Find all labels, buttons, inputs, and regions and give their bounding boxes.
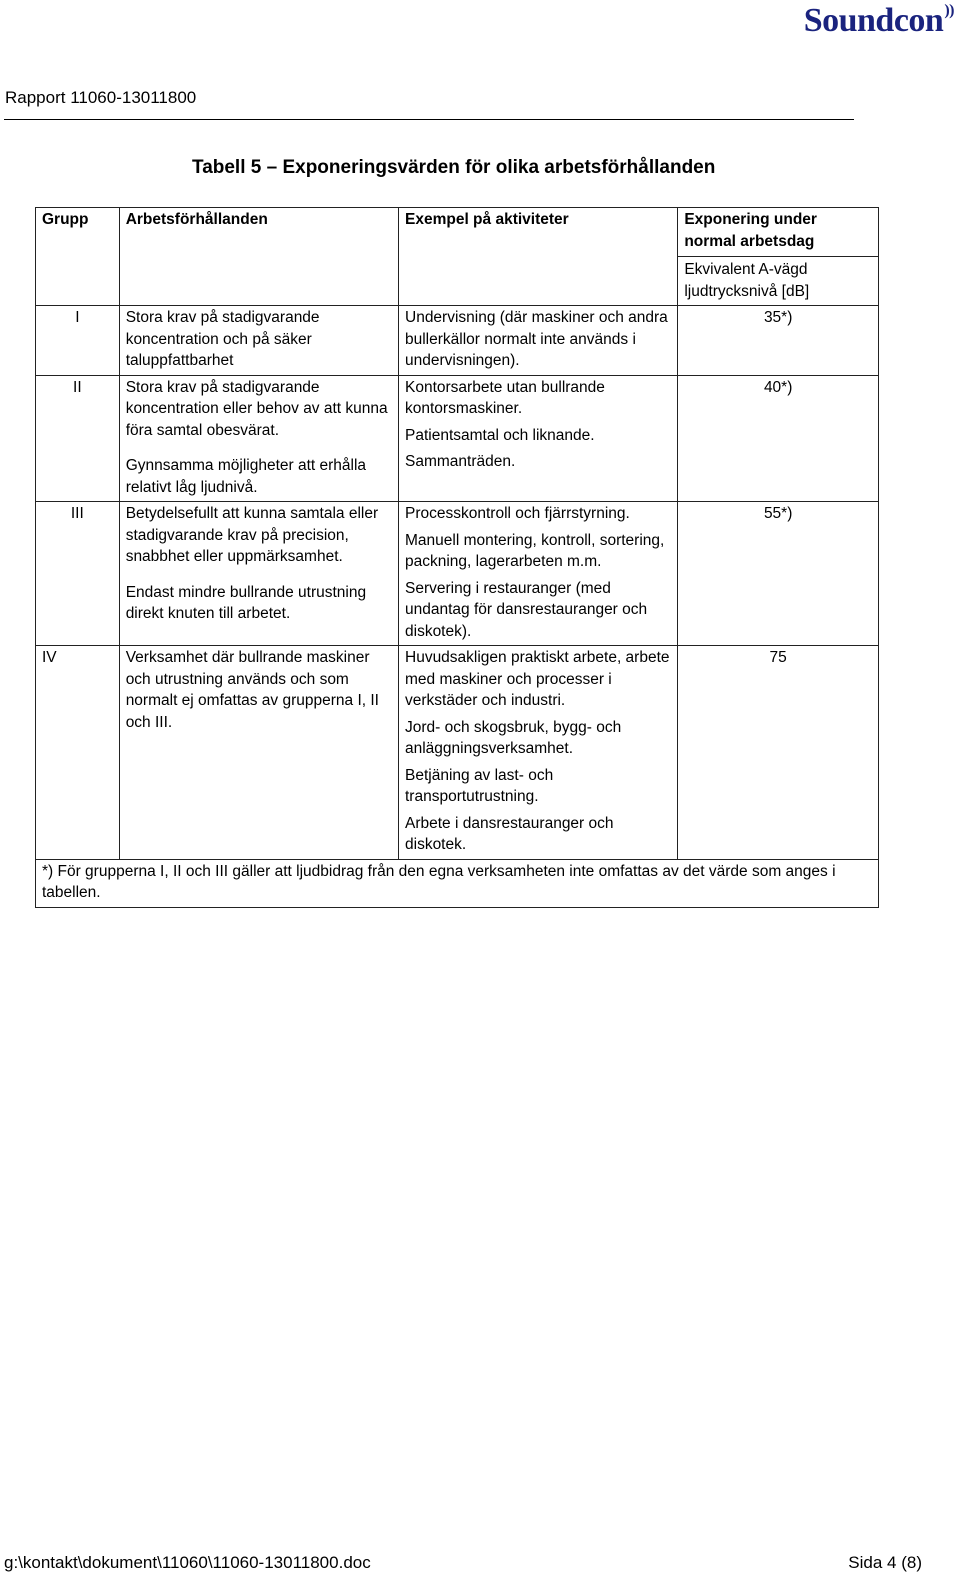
header-divider [4,119,854,120]
header-exposure-sub: Ekvivalent A-vägd ljudtrycksnivå [dB] [678,256,878,302]
table-footnote: *) För grupperna I, II och III gäller att ljudbidrag från den egna verksamheten inte omfattas av det värde som anges i tabellen. [36,859,879,907]
table-row [36,646,879,860]
footer-file-path: g:\kontakt\dokument\11060\11060-13011800.doc [4,1553,371,1572]
condition-text: Stora krav på stadigvarande koncentration och på säker taluppfattbarhet [125,309,320,369]
example-text: Arbete i dansrestauranger och diskotek. [405,814,614,853]
examples-cell [399,646,678,860]
exposure-table [35,207,879,908]
example-text: Sammanträden. [405,453,516,470]
group-cell: I [36,306,120,376]
condition-text: Betydelsefullt att kunna samtala eller stadigvarande krav på precision, snabbhet eller uppmärksamhet. [125,505,379,565]
footnote-row [36,859,879,907]
example-text: Patientsamtal och liknande. [405,426,595,444]
condition-text: Verksamhet där bullrande maskiner och utrustning används och som normalt ej omfattas av grupperna I, II och III. [125,649,379,731]
examples-cell [399,502,678,646]
example-text: Servering i restauranger (med undantag för dansrestauranger och diskotek). [405,579,648,640]
group-cell: IV [36,646,120,860]
examples-cell [399,375,678,502]
conditions-cell [119,646,398,860]
example-text: Undervisning (där maskiner och andra bullerkällor normalt inte används i undervisningen). [405,309,668,369]
condition-text: Stora krav på stadigvarande koncentration eller behov av att kunna föra samtal obesvärat. [125,378,388,439]
group-cell: III [36,502,120,646]
header-group: Grupp [36,208,120,306]
example-text: Processkontroll och fjärrstyrning. [405,505,630,522]
logo-text: Soundcon [803,2,944,39]
example-text: Huvudsakligen praktiskt arbete, arbete med maskiner och processer i verkstäder och industri. [405,649,670,709]
value-cell: 55*) [678,502,879,646]
report-id: Rapport 11060-13011800 [5,88,197,107]
header-exposure: Exponering under normal arbetsdag [684,211,817,250]
conditions-cell [119,306,398,376]
example-text: Kontorsarbete utan bullrande kontorsmaskiner. [405,378,605,417]
group-cell: II [36,375,120,502]
footer-page-number: Sida 4 (8) [848,1553,922,1572]
value-cell: 35*) [678,306,879,376]
table-row [36,375,879,502]
condition-text: Endast mindre bullrande utrustning direkt knuten till arbetet. [125,583,367,622]
header-exposure-cell [678,208,879,306]
value-cell: 75 [678,646,879,860]
logo-mark: )) [944,2,954,19]
example-text: Jord- och skogsbruk, bygg- och anläggningsverksamhet. [405,718,622,757]
conditions-cell [119,375,398,502]
table-row [36,502,879,646]
examples-cell [399,306,678,376]
example-text: Betjäning av last- och transportutrustning. [405,766,554,805]
value-cell: 40*) [678,375,879,502]
table-row [36,306,879,376]
header-examples: Exempel på aktiviteter [399,208,678,306]
condition-text: Gynnsamma möjligheter att erhålla relativt låg ljudnivå. [125,457,367,496]
table-title: Tabell 5 – Exponeringsvärden för olika arbetsförhållanden [192,157,716,178]
header-conditions: Arbetsförhållanden [119,208,398,306]
soundcon-logo [804,2,954,40]
table-header-row [36,208,879,306]
example-text: Manuell montering, kontroll, sortering, packning, lagerarbeten m.m. [405,531,665,570]
conditions-cell [119,502,398,646]
